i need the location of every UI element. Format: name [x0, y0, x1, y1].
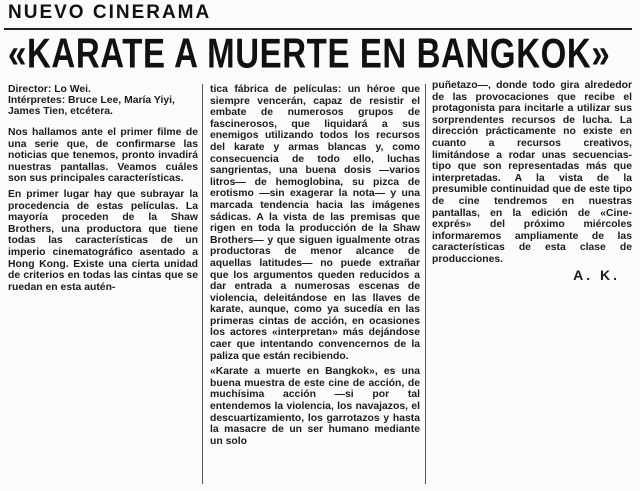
- column-divider: [202, 84, 203, 484]
- paragraph: Nos hallamos ante el primer filme de una serie que, de confirmarse las noticias que tenemos, pronto invadirá nuestras pantallas. Veamos cuáles son sus principales características.: [8, 127, 198, 185]
- cast-credit: Intérpretes: Bruce Lee, María Yiyi,: [8, 95, 175, 106]
- paragraph: tica fábrica de películas: un héroe que siempre vencerán, capaz de resistir el embate de numerosos grupos de fascinerosos, que liquidará a sus enemigos utilizando todos los recursos del karate y armas blancas y, como consecuencia de todo ello, luchas sangrientas, una buena dosis —varios litros— de hemoglobina, su pizca de erotismo —sin exagerar la nota— y una marcada tendencia hacia las imágenes sádicas. A la vista de las premisas que rigen en toda la producción de la Shaw Brothers— y que siguen igualmente otras productoras de menor alcance de aquellas latitudes— no puede extrañar que los argumentos queden reducidos a dar entrada a numerosas escenas de violencia, deleitándose en las llaves de karate, aunque, como ya sucedía en las primeras cintas de acción, en ocasiones los actores «interpretan» más dejándose caer que intentando convencernos de la paliza que están recibiendo.: [210, 84, 420, 362]
- paragraph: «Karate a muerte en Bangkok», es una buena muestra de este cine de acción, de muchísima acción —si por tal entendemos la violencia, los navajazos, el descuartizamiento, los garrotazos y hasta la masacre de un ser humano mediante un solo: [210, 366, 420, 447]
- section-header: NUEVO CINERAMA: [8, 2, 212, 23]
- author-signature: A. K.: [573, 266, 620, 283]
- article-column-2: [210, 84, 420, 451]
- cast-credit-continued: James Tien, etcétera.: [8, 106, 113, 117]
- article-column-1: [8, 84, 198, 297]
- paragraph: puñetazo—, donde todo gira alrededor de las provocaciones que recibe el protagonista para incitarle a utilizar sus sorprendentes recursos de lucha. La dirección prácticamente no existe en cuanto a recursos creativos, limitándose a rodar unas secuencias-tipo que son representadas más que interpretadas. A la vista de la presumible continuidad que de este tipo de cine tendremos en nuestras pantallas, en la edición de «Cine-exprés» del próximo miércoles informaremos ampliamente de las características de esta clase de producciones.: [432, 80, 632, 265]
- director-credit: Director: Lo Wei.: [8, 84, 91, 95]
- paragraph: En primer lugar hay que subrayar la procedencia de estas películas. La mayoría proceden de la Shaw Brothers, una productora que tiene todas las características de un imperio cinematográfico asentado a Hong Kong. Existe una cierta unidad de criterios en todas las cintas que se ruedan en esta autén-: [8, 188, 198, 293]
- article-column-3: [432, 80, 632, 281]
- film-credits: [8, 84, 198, 117]
- column-divider: [425, 84, 426, 484]
- headline: «KARATE A MUERTE EN BANGKOK»: [8, 30, 611, 77]
